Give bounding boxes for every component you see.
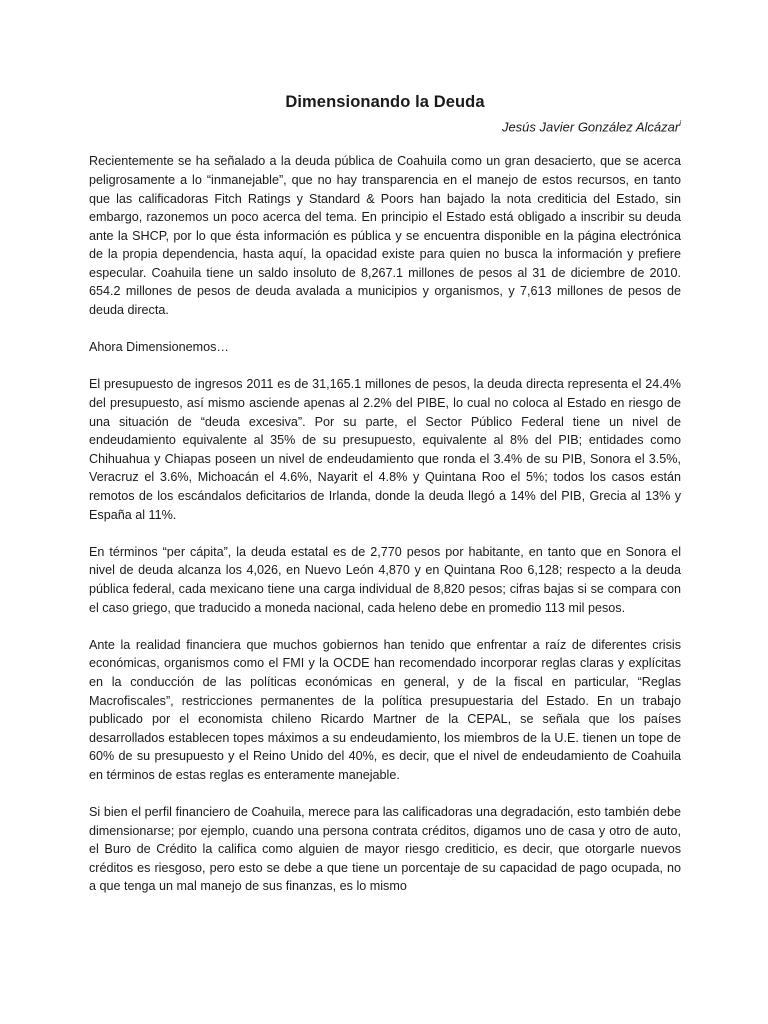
document-body (89, 152, 681, 896)
paragraph: Ante la realidad financiera que muchos gobiernos han tenido que enfrentar a raíz de diferentes crisis económicas, organismos como el FMI y la OCDE han recomendado incorporar reglas claras y explícitas en la conducción de las políticas económicas en general, y de la fiscal en particular, “Reglas Macrofiscales”, restricciones permanentes de la política presupuestaria del Estado. En un trabajo publicado por el economista chileno Ricardo Martner de la CEPAL, se señala que los países desarrollados establecen topes máximos a su endeudamiento, los miembros de la U.E. tienen un tope de 60% de su presupuesto y el Reino Unido del 40%, es decir, que el nivel de endeudamiento de Coahuila en términos de estas reglas es enteramente manejable. (89, 637, 681, 782)
paragraph: Ahora Dimensionemos… (89, 340, 229, 355)
paragraph: Si bien el perfil financiero de Coahuila, merece para las calificadoras una degradación, esto también debe dimensionarse; por ejemplo, cuando una persona contrata créditos, digamos uno de casa y otro de auto, el Buro de Crédito la califica como alguien de mayor riesgo crediticio, es decir, que otorgarle nuevos créditos es riesgoso, pero esto se debe a que tiene un porcentaje de su capacidad de pago ocupada, no a que tenga un mal manejo de sus finanzas, es lo mismo (89, 805, 681, 894)
paragraph: En términos “per cápita”, la deuda estatal es de 2,770 pesos por habitante, en tanto que en Sonora el nivel de deuda alcanza los 4,026, en Nuevo León 4,870 y en Quintana Roo 6,128; respecto a la deuda pública federal, cada mexicano tiene una carga individual de 8,820 pesos; cifras bajas si se compara con el caso griego, que traducido a moneda nacional, cada heleno debe en promedio 113 mil pesos. (89, 544, 681, 615)
paragraph: El presupuesto de ingresos 2011 es de 31,165.1 millones de pesos, la deuda directa representa el 24.4% del presupuesto, así mismo asciende apenas al 2.2% del PIBE, lo cual no coloca al Estado en riesgo de una situación de “deuda excesiva”. Por su parte, el Sector Público Federal tiene un nivel de endeudamiento equivalente al 35% de su presupuesto, equivalente al 8% del PIB; entidades como Chihuahua y Chiapas poseen un nivel de endeudamiento que ronda el 3.4% de su PIB, Sonora el 3.5%, Veracruz el 3.6%, Michoacán el 4.6%, Nayarit el 4.8% y Quintana Roo el 5%; todos los casos están remotos de los escándalos deficitarios de Irlanda, donde la deuda llegó a 14% del PIB, Grecia al 13% y España al 11%. (89, 377, 681, 522)
author-name: Jesús Javier González Alcázar (501, 119, 680, 135)
document-page (89, 92, 681, 915)
author-line (89, 115, 681, 136)
author-footnote-mark: i (679, 119, 681, 128)
document-title: Dimensionando la Deuda (285, 93, 485, 111)
paragraph: Recientemente se ha señalado a la deuda pública de Coahuila como un gran desacierto, que se acerca peligrosamente a lo “inmanejable”, que no hay transparencia en el manejo de estos recursos, en tanto que las calificadoras Fitch Ratings y Standard & Poors han bajado la nota crediticia del Estado, sin embargo, razonemos un poco acerca del tema. En principio el Estado está obligado a inscribir su deuda ante la SHCP, por lo que ésta información es pública y se encuentra disponible en la página electrónica de la propia dependencia, hasta aquí, la opacidad existe para quien no busca la información y prefiere especular. Coahuila tiene un saldo insoluto de 8,267.1 millones de pesos al 31 de diciembre de 2010. 654.2 millones de pesos de deuda avalada a municipios y organismos, y 7,613 millones de pesos de deuda directa. (89, 154, 681, 318)
